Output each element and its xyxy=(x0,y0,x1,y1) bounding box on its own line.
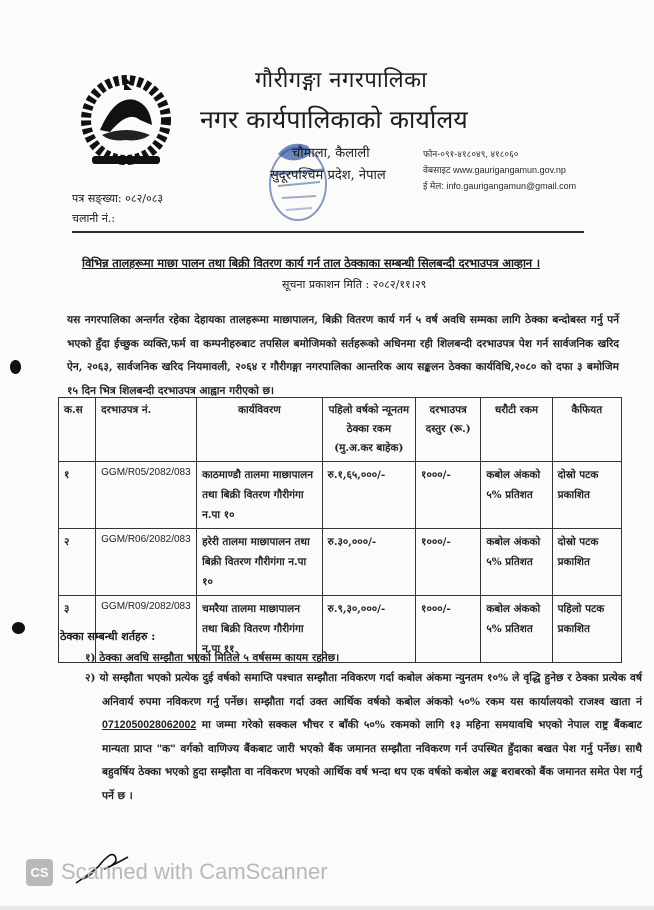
header-min-amount: पहिलो वर्षको न्यूनतम ठेक्का रकम (मु.अ.कर बाहेक) xyxy=(322,398,415,462)
tender-table xyxy=(58,397,622,663)
revenue-account-number: 0712050028062002 xyxy=(102,719,197,731)
cell-description: काठमाण्डौ तालमा माछापालन तथा बिक्री वितरण गौरीगंगा न.पा १० xyxy=(197,462,323,529)
phone-number: फोन-०९१-४१८०४९, ४१८०६० xyxy=(423,149,519,159)
cell-bid-number: GGM/R06/2082/083 xyxy=(96,529,197,596)
camscanner-watermark xyxy=(26,857,328,887)
cell-bid-number: GGM/R05/2082/083 xyxy=(96,462,197,529)
website-link[interactable]: वेबसाइट www.gaurigangamun.gov.np xyxy=(423,165,566,175)
header-bid-number: दरभाउपत्र नं. xyxy=(96,398,197,462)
cell-description: चमरैया तालमा माछापालन तथा बिक्री वितरण गौरीगंगा न.पा ११ xyxy=(197,596,323,663)
table-row xyxy=(59,462,622,529)
address-line-2: सुदूरपश्चिम प्रदेश, नेपाल xyxy=(270,168,386,183)
header-remarks: कैफियत xyxy=(552,398,621,462)
page-bottom-edge xyxy=(0,906,654,910)
punch-hole-mark xyxy=(10,360,21,374)
letter-number: पत्र सङ्ख्या: ०८२/०८३ xyxy=(72,192,164,205)
notice-subject: विभिन्न तालहरूमा माछा पालन तथा बिक्री वितरण कार्य गर्न ताल ठेक्काका सम्बन्धी सिलबन्दी दरभाउपत्र आव्हान । xyxy=(82,256,540,270)
camscanner-logo-icon: CS xyxy=(26,859,53,886)
cell-sn: २ xyxy=(59,529,96,596)
cell-remarks: दोस्रो पटक प्रकाशित xyxy=(552,529,621,596)
notice-intro-paragraph: यस नगरपालिका अन्तर्गत रहेका देहायका तालहरूमा माछापालन, बिक्री वितरण कार्य गर्न ५ वर्ष अवधि सम्मका लागि ठेक्का बन्दोबस्त गर्नु पर्ने भएको हुँदा ईच्छुक व्यक्ति,फर्म वा कम्पनीहरुबाट तपसिल बमोजिमको सर्तहरूको अधिनमा रही शिलबन्दी दरभाउपत्र पेश गर्न सार्वजनिक खरिद ऐन, २०६३, सार्वजनिक खरिद नियमावली, २०६४ र गौरीगङ्गा नगरपालिका आन्तरिक आय सङ्कलन ठेक्का कार्यविधि,२०८० को दफा ३ बमोजिम १५ दिन भित्र शिलबन्दी दरभाउपत्र आह्वान गरीएको छ। xyxy=(67,314,619,397)
cell-sn: ३ xyxy=(59,596,96,663)
cell-min-amount: रु.९,३०,०००/- xyxy=(322,596,415,663)
cell-deposit: कबोल अंकको ५% प्रतिशत xyxy=(481,596,552,663)
cell-sn: १ xyxy=(59,462,96,529)
camscanner-text: Scanned with CamScanner xyxy=(61,859,328,884)
cell-remarks: दोस्रो पटक प्रकाशित xyxy=(552,462,621,529)
table-header-row xyxy=(59,398,622,462)
table-row xyxy=(59,529,622,596)
terms-heading: ठेक्का सम्बन्धी शर्तहरु : xyxy=(60,630,156,643)
term-item-2 xyxy=(85,667,642,808)
municipality-name: गौरीगङ्गा नगरपालिका xyxy=(255,68,428,93)
cell-deposit: कबोल अंकको ५% प्रतिशत xyxy=(481,462,552,529)
term-item-1: १) ठेक्का अवधि सम्झौता भएको मितिले ५ वर्षसम्म कायम रहनेछ। xyxy=(85,652,340,664)
cell-remarks: पहिलो पटक प्रकाशित xyxy=(552,596,621,663)
punch-hole-mark xyxy=(12,622,25,634)
header-sn: क.स xyxy=(59,398,96,462)
cell-description: हरेरी तालमा माछापालन तथा बिक्री वितरण गौरीगंगा न.पा १० xyxy=(197,529,323,596)
cell-fee: १०००/- xyxy=(416,529,481,596)
office-name: नगर कार्यपालिकाको कार्यालय xyxy=(200,105,468,134)
cell-fee: १०००/- xyxy=(416,462,481,529)
cell-fee: १०००/- xyxy=(416,596,481,663)
cell-bid-number: GGM/R09/2082/083 xyxy=(96,596,197,663)
header-divider xyxy=(72,231,584,233)
address-line-1: चौमाला, कैलाली xyxy=(292,146,370,161)
term-item-2-text: २) यो सम्झौता भएको प्रत्येक दुई वर्षको समाप्ति पश्चात सम्झौता नविकरण गर्दा कबोल अंकमा न्युनतम १०% ले वृद्धि हुनेछ र ठेक्का प्रत्येक वर्ष अनिवार्य रुपमा नविकरण गर्नु पर्नेछ। सम्झौता गर्दा उक्त आर्थिक वर्षको कबोल अंकको ५०% रकम यस कार्यालयको राजश्व खाता नं xyxy=(85,672,642,708)
publication-date: सूचना प्रकाशन मिति : २०८२/११।२९ xyxy=(282,278,427,291)
cell-min-amount: रु.३०,०००/- xyxy=(322,529,415,596)
header-description: कार्यविवरण xyxy=(197,398,323,462)
nepal-emblem-icon xyxy=(80,70,172,170)
header-deposit: धरौटी रकम xyxy=(481,398,552,462)
header-fee: दरभाउपत्र दस्तुर (रू.) xyxy=(416,398,481,462)
term-item-2-continued: मा जम्मा गरेको सक्कल भौचर र बाँकी ५०% रकमको लागि १३ महिना समयावधि भएको नेपाल राष्ट्र बैंकबाट मान्यता प्राप्त "क" वर्गको वाणिज्य बैंकबाट जारी भएको बैंक जमानत सम्झौता नविकरण गर्न उपस्थित हुँदाका बखत पेश गर्नु पर्नेछ। साथै बहुवर्षिय ठेक्का भएको हुदा सम्झौता वा नविकरण भएको आर्थिक वर्ष भन्दा थप एक वर्षको कबोल अङ्क बराबरको बैंक जमानत समेत पेश गर्नु पर्ने छ । xyxy=(102,719,642,802)
cell-min-amount: रु.१,६५,०००/- xyxy=(322,462,415,529)
email-link[interactable]: ई मेल: info.gaurigangamun@gmail.com xyxy=(423,181,577,191)
dispatch-number: चलानी नं.: xyxy=(72,212,116,225)
cell-deposit: कबोल अंकको ५% प्रतिशत xyxy=(481,529,552,596)
contact-block xyxy=(423,146,576,194)
